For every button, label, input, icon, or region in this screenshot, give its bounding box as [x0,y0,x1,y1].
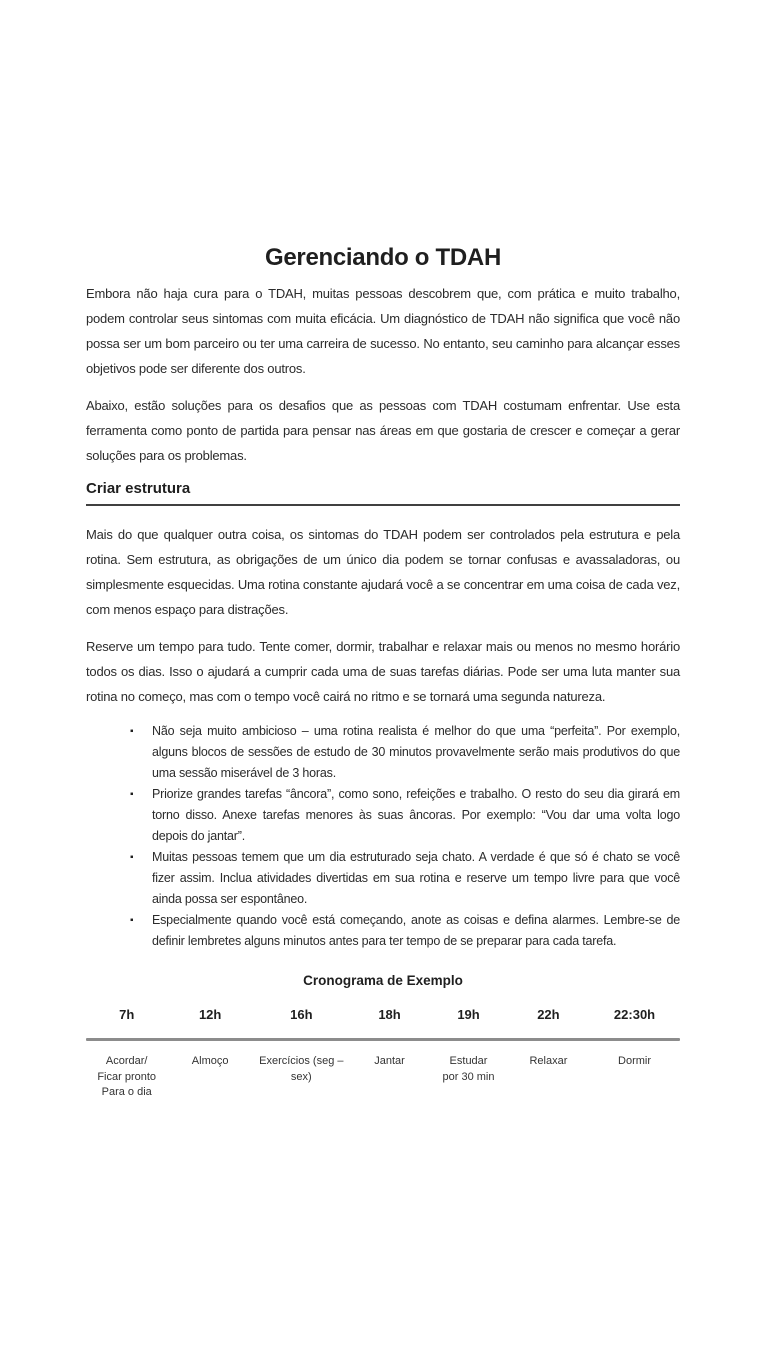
page-title: Gerenciando o TDAH [265,244,501,271]
activity-line: Exercícios (seg –sex) [259,1055,344,1083]
schedule-activity-wake-up [86,1054,167,1101]
schedule-activity-dinner [350,1054,430,1101]
schedule-activity-row [86,1054,680,1101]
tips-list [86,721,680,952]
schedule-time-header-18h: 18h [378,1007,401,1022]
activity-line: por 30 min [442,1070,495,1083]
list-item-fun-activities: ▪ Muitas pessoas temem que um dia estruturado seja chato. A verdade é que só é chato se você fizer assim. Inclua atividades divertidas em sua rotina e reserve um tempo livre para que você ainda possa ser espontâneo. [86,847,680,910]
schedule-divider [86,1038,680,1041]
section-heading-criar-estrutura: Criar estrutura [86,480,680,506]
example-schedule [86,972,680,1101]
list-item-routine-realistic: ▪ Não seja muito ambicioso – uma rotina realista é melhor do que uma “perfeita”. Por exemplo, alguns blocos de sessões de estudo de 30 minutos provavelmente serão mais produtivos do que uma sessão miserável de 3 horas. [86,721,680,784]
schedule-time-header-7h: 7h [119,1007,135,1022]
schedule-title: Cronograma de Exemplo [303,973,463,988]
schedule-activity-exercise [253,1054,350,1101]
activity-line: Almoço [191,1055,229,1067]
schedule-time-header-22h: 22h [537,1007,560,1022]
schedule-activity-lunch [167,1054,253,1101]
schedule-time-header-12h: 12h [198,1007,222,1022]
list-item-anchor-tasks: ▪ Priorize grandes tarefas “âncora”, como sono, refeições e trabalho. O resto do seu dia girará em torno disso. Anexe tarefas menores às suas âncoras. Por exemplo: “Vou dar uma volta logo depois do jantar”. [86,784,680,847]
activity-line: Acordar/ [105,1055,148,1067]
intro-paragraph-2: Abaixo, estão soluções para os desafios que as pessoas com TDAH costumam enfrentar. Use esta ferramenta como ponto de partida para pensar nas áreas em que gostaria de crescer e começar a gerar soluções para os problemas. [86,398,680,463]
schedule-time-header-16h: 16h [290,1007,313,1022]
schedule-time-header-19h: 19h [457,1007,480,1022]
section-paragraph-1: Mais do que qualquer outra coisa, os sintomas do TDAH podem ser controlados pela estrutura e pela rotina. Sem estrutura, as obrigações de um único dia podem se tornar confusas e avassaladoras, ou simplesmente esquecidas. Uma rotina constante ajudará você a se concentrar em uma coisa de cada vez, com menos espaço para distrações. [86,527,680,617]
schedule-activity-relax [508,1054,589,1101]
list-item-alarms-reminders: ▪ Especialmente quando você está começando, anote as coisas e defina alarmes. Lembre-se de definir lembretes alguns minutos antes para ter tempo de se preparar para cada tarefa. [86,910,680,952]
activity-line: Relaxar [529,1055,568,1067]
schedule-activity-sleep [589,1054,680,1101]
intro-paragraph-1: Embora não haja cura para o TDAH, muitas pessoas descobrem que, com prática e muito trabalho, podem controlar seus sintomas com muita eficácia. Um diagnóstico de TDAH não significa que você não possa ser um bom parceiro ou ter uma carreira de sucesso. No entanto, seu caminho para alcançar esses objetivos pode ser diferente dos outros. [86,286,680,376]
section-paragraph-2: Reserve um tempo para tudo. Tente comer, dormir, trabalhar e relaxar mais ou menos no mesmo horário todos os dias. Isso o ajudará a cumprir cada uma de suas tarefas diárias. Pode ser uma luta manter sua rotina no começo, mas com o tempo você cairá no ritmo e se tornará uma segunda natureza. [86,639,680,704]
schedule-header-row [86,1006,680,1024]
activity-line: Para o dia [101,1086,152,1098]
activity-line: Jantar [374,1055,405,1067]
activity-line: Estudar [449,1055,488,1067]
schedule-time-header-2230h: 22:30h [613,1007,656,1022]
schedule-activity-study [429,1054,507,1101]
activity-line: Dormir [618,1055,652,1067]
activity-line: Ficar pronto [97,1070,157,1083]
